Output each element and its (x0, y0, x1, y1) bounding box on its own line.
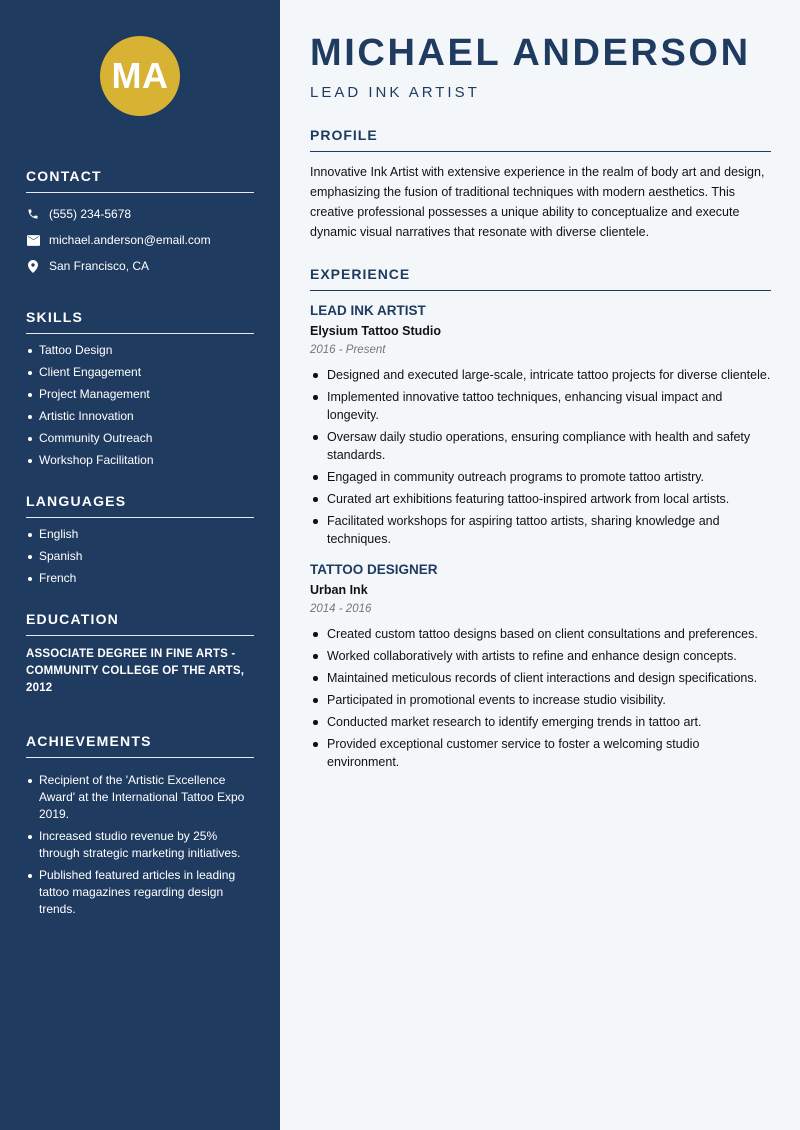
language-item: French (26, 570, 254, 587)
education-entry: ASSOCIATE DEGREE IN FINE ARTS - COMMUNITY COLLEGE OF THE ARTS, 2012 (26, 648, 245, 694)
main-content (280, 0, 800, 1130)
skill-item: Project Management (26, 386, 254, 403)
profile-heading: PROFILE (310, 127, 771, 152)
language-item: English (26, 526, 254, 543)
job-title: TATTOO DESIGNER (310, 562, 438, 577)
contact-phone-text: (555) 234-5678 (49, 207, 132, 221)
skill-item: Community Outreach (26, 430, 254, 447)
contact-phone (26, 201, 254, 227)
languages-list (26, 526, 254, 587)
contact-email-text: michael.anderson@email.com (49, 233, 211, 247)
achievement-item: Published featured articles in leading tattoo magazines regarding design trends. (26, 867, 254, 918)
candidate-title: LEAD INK ARTIST (310, 84, 480, 101)
profile-section (310, 127, 771, 242)
job-bullet: Curated art exhibitions featuring tattoo-inspired artwork from local artists. (310, 490, 771, 508)
job-entry (310, 303, 771, 548)
language-item: Spanish (26, 548, 254, 565)
achievement-item: Recipient of the 'Artistic Excellence Award' at the International Tattoo Expo 2019. (26, 772, 254, 823)
candidate-name: MICHAEL ANDERSON (310, 32, 751, 74)
job-bullet: Facilitated workshops for aspiring tattoo artists, sharing knowledge and techniques. (310, 512, 771, 548)
job-company: Urban Ink (310, 583, 368, 597)
job-bullet: Provided exceptional customer service to foster a welcoming studio environment. (310, 735, 771, 771)
achievements-section (26, 733, 254, 918)
contact-email (26, 227, 254, 253)
phone-icon (26, 207, 40, 221)
job-company: Elysium Tattoo Studio (310, 324, 442, 338)
job-bullet: Oversaw daily studio operations, ensuring compliance with health and safety standards. (310, 428, 771, 464)
experience-section (310, 266, 771, 771)
skill-item: Artistic Innovation (26, 408, 254, 425)
job-bullet: Engaged in community outreach programs to promote tattoo artistry. (310, 468, 771, 486)
skills-list (26, 342, 254, 469)
skills-heading: SKILLS (26, 309, 254, 334)
education-section (26, 611, 254, 697)
sidebar (0, 0, 280, 1130)
achievements-heading: ACHIEVEMENTS (26, 733, 254, 758)
skill-item: Workshop Facilitation (26, 452, 254, 469)
job-title: LEAD INK ARTIST (310, 303, 426, 318)
job-bullet: Conducted market research to identify emerging trends in tattoo art. (310, 713, 771, 731)
profile-text: Innovative Ink Artist with extensive experience in the realm of body art and design, emphasizing the fusion of traditional techniques with modern aesthetics. This creative professional possesses a unique ability to conceptualize and execute dynamic visual narratives that resonate with diverse clientele. (310, 165, 765, 239)
job-bullet: Designed and executed large-scale, intricate tattoo projects for diverse clientele. (310, 366, 771, 384)
job-entry (310, 562, 771, 771)
job-bullet: Worked collaboratively with artists to refine and enhance design concepts. (310, 647, 771, 665)
email-icon (26, 233, 40, 247)
job-bullet: Participated in promotional events to increase studio visibility. (310, 691, 771, 709)
skills-section (26, 309, 254, 469)
job-dates: 2014 - 2016 (310, 603, 372, 615)
education-heading: EDUCATION (26, 611, 254, 636)
job-bullet: Maintained meticulous records of client interactions and design specifications. (310, 669, 771, 687)
job-dates: 2016 - Present (310, 344, 386, 356)
achievement-item: Increased studio revenue by 25% through strategic marketing initiatives. (26, 828, 254, 862)
job-bullets (310, 366, 771, 548)
contact-section (26, 168, 254, 279)
contact-location (26, 253, 254, 279)
experience-heading: EXPERIENCE (310, 266, 771, 291)
job-bullet: Implemented innovative tattoo techniques, enhancing visual impact and longevity. (310, 388, 771, 424)
job-bullets (310, 625, 771, 771)
job-bullet: Created custom tattoo designs based on client consultations and preferences. (310, 625, 771, 643)
contact-location-text: San Francisco, CA (49, 259, 150, 273)
languages-section (26, 493, 254, 587)
avatar: MA (100, 36, 180, 116)
achievements-list (26, 772, 254, 918)
skill-item: Client Engagement (26, 364, 254, 381)
skill-item: Tattoo Design (26, 342, 254, 359)
languages-heading: LANGUAGES (26, 493, 254, 518)
contact-heading: CONTACT (26, 168, 254, 193)
location-pin-icon (26, 259, 40, 273)
